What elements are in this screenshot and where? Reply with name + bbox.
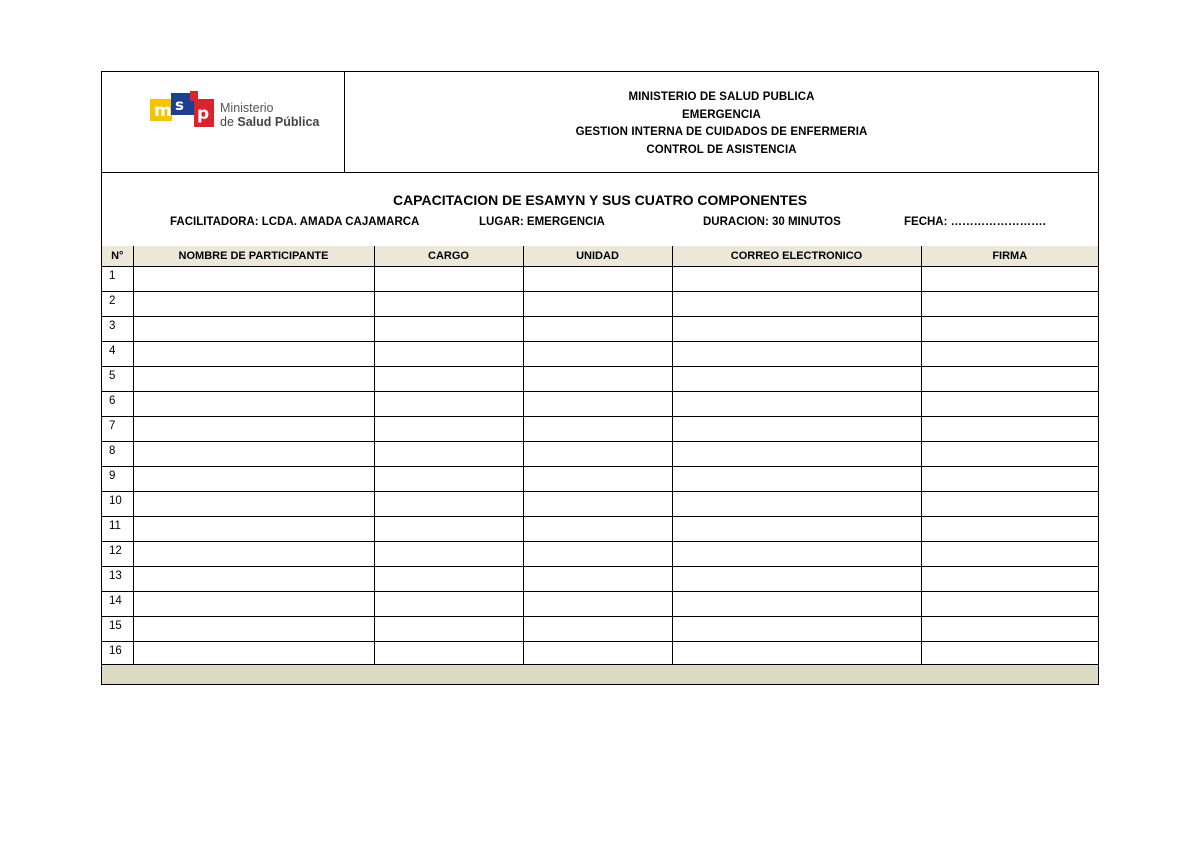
participant-name-cell[interactable]	[133, 416, 374, 441]
row-number: 7	[102, 416, 133, 441]
table-row	[102, 516, 1098, 541]
unidad-cell[interactable]	[523, 366, 672, 391]
cargo-cell[interactable]	[374, 566, 523, 591]
table-row	[102, 441, 1098, 466]
duration-field: DURACION: 30 MINUTOS	[703, 216, 841, 228]
table-body	[102, 266, 1098, 666]
row-number: 14	[102, 591, 133, 616]
table-row	[102, 416, 1098, 441]
email-cell[interactable]	[672, 316, 921, 341]
svg-text:p: p	[197, 104, 210, 124]
table-row	[102, 316, 1098, 341]
table-row	[102, 266, 1098, 291]
table-row	[102, 341, 1098, 366]
firma-cell[interactable]	[921, 266, 1098, 291]
logo-line-ministerio: Ministerio	[220, 101, 274, 115]
email-cell[interactable]	[672, 641, 921, 666]
unidad-cell[interactable]	[523, 416, 672, 441]
participant-name-cell[interactable]	[133, 366, 374, 391]
email-cell[interactable]	[672, 291, 921, 316]
firma-cell[interactable]	[921, 591, 1098, 616]
unidad-cell[interactable]	[523, 541, 672, 566]
email-cell[interactable]	[672, 341, 921, 366]
attendance-table	[102, 246, 1098, 667]
header-line-ministerio: MINISTERIO DE SALUD PUBLICA	[628, 91, 815, 103]
email-cell[interactable]	[672, 466, 921, 491]
firma-cell[interactable]	[921, 541, 1098, 566]
firma-cell[interactable]	[921, 391, 1098, 416]
table-row	[102, 391, 1098, 416]
participant-name-cell[interactable]	[133, 491, 374, 516]
cargo-cell[interactable]	[374, 341, 523, 366]
svg-text:m: m	[154, 101, 172, 121]
participant-name-cell[interactable]	[133, 291, 374, 316]
cargo-cell[interactable]	[374, 416, 523, 441]
cargo-cell[interactable]	[374, 366, 523, 391]
table-row	[102, 616, 1098, 641]
logo-line-salud-publica: Salud Pública	[237, 115, 320, 129]
cargo-cell[interactable]	[374, 491, 523, 516]
cargo-cell[interactable]	[374, 516, 523, 541]
firma-cell[interactable]	[921, 291, 1098, 316]
cargo-cell[interactable]	[374, 466, 523, 491]
training-title: CAPACITACION DE ESAMYN Y SUS CUATRO COMPONENTES	[392, 192, 808, 208]
firma-cell[interactable]	[921, 441, 1098, 466]
table-row	[102, 491, 1098, 516]
ministry-logo	[150, 89, 330, 139]
email-cell[interactable]	[672, 516, 921, 541]
facilitator-field: FACILITADORA: LCDA. AMADA CAJAMARCA	[170, 216, 420, 228]
svg-text:s: s	[175, 96, 184, 114]
date-field[interactable]: FECHA: …………………….	[904, 216, 1046, 228]
email-cell[interactable]	[672, 366, 921, 391]
table-row	[102, 541, 1098, 566]
table-row	[102, 566, 1098, 591]
logo-line-salud	[220, 115, 319, 129]
row-number: 15	[102, 616, 133, 641]
logo-text	[220, 101, 319, 129]
participant-name-cell[interactable]	[133, 516, 374, 541]
email-cell[interactable]	[672, 616, 921, 641]
row-number: 5	[102, 366, 133, 391]
firma-cell[interactable]	[921, 616, 1098, 641]
participant-name-cell[interactable]	[133, 541, 374, 566]
table-header-row	[102, 246, 1098, 266]
unidad-cell[interactable]	[523, 441, 672, 466]
row-number: 12	[102, 541, 133, 566]
cargo-cell[interactable]	[374, 591, 523, 616]
unidad-cell[interactable]	[523, 266, 672, 291]
participant-name-cell[interactable]	[133, 441, 374, 466]
col-header-cargo: CARGO	[374, 246, 523, 266]
participant-name-cell[interactable]	[133, 316, 374, 341]
logo-cell	[102, 72, 345, 172]
firma-cell[interactable]	[921, 366, 1098, 391]
col-header-name: NOMBRE DE PARTICIPANTE	[133, 246, 374, 266]
attendance-sheet	[101, 71, 1099, 685]
row-number: 10	[102, 491, 133, 516]
participant-name-cell[interactable]	[133, 641, 374, 666]
cargo-cell[interactable]	[374, 316, 523, 341]
unidad-cell[interactable]	[523, 566, 672, 591]
cargo-cell[interactable]	[374, 441, 523, 466]
participant-name-cell[interactable]	[133, 266, 374, 291]
table-row	[102, 466, 1098, 491]
firma-cell[interactable]	[921, 341, 1098, 366]
participant-name-cell[interactable]	[133, 591, 374, 616]
firma-cell[interactable]	[921, 566, 1098, 591]
row-number: 16	[102, 641, 133, 666]
unidad-cell[interactable]	[523, 616, 672, 641]
header-title-cell	[345, 72, 1098, 172]
unidad-cell[interactable]	[523, 341, 672, 366]
firma-cell[interactable]	[921, 516, 1098, 541]
unidad-cell[interactable]	[523, 516, 672, 541]
email-cell[interactable]	[672, 491, 921, 516]
email-cell[interactable]	[672, 441, 921, 466]
email-cell[interactable]	[672, 266, 921, 291]
col-header-email: CORREO ELECTRONICO	[672, 246, 921, 266]
row-number: 1	[102, 266, 133, 291]
row-number: 13	[102, 566, 133, 591]
email-cell[interactable]	[672, 591, 921, 616]
table-row	[102, 591, 1098, 616]
msp-logo-icon	[150, 89, 216, 131]
col-header-number: N°	[102, 246, 133, 266]
firma-cell[interactable]	[921, 416, 1098, 441]
firma-cell[interactable]	[921, 466, 1098, 491]
participant-name-cell[interactable]	[133, 616, 374, 641]
email-cell[interactable]	[672, 391, 921, 416]
row-number: 4	[102, 341, 133, 366]
cargo-cell[interactable]	[374, 541, 523, 566]
col-header-unidad: UNIDAD	[523, 246, 672, 266]
table-row	[102, 641, 1098, 666]
cargo-cell[interactable]	[374, 266, 523, 291]
logo-line-de: de	[220, 115, 234, 129]
row-number: 8	[102, 441, 133, 466]
row-number: 2	[102, 291, 133, 316]
participant-name-cell[interactable]	[133, 566, 374, 591]
row-number: 11	[102, 516, 133, 541]
unidad-cell[interactable]	[523, 291, 672, 316]
firma-cell[interactable]	[921, 491, 1098, 516]
unidad-cell[interactable]	[523, 466, 672, 491]
unidad-cell[interactable]	[523, 491, 672, 516]
cargo-cell[interactable]	[374, 641, 523, 666]
unidad-cell[interactable]	[523, 591, 672, 616]
cargo-cell[interactable]	[374, 391, 523, 416]
header-line-control: CONTROL DE ASISTENCIA	[646, 143, 797, 156]
participant-name-cell[interactable]	[133, 466, 374, 491]
unidad-cell[interactable]	[523, 391, 672, 416]
footer-band	[102, 664, 1098, 684]
email-cell[interactable]	[672, 566, 921, 591]
place-field: LUGAR: EMERGENCIA	[479, 216, 605, 228]
row-number: 9	[102, 466, 133, 491]
table-row	[102, 291, 1098, 316]
col-header-firma: FIRMA	[921, 246, 1098, 266]
unidad-cell[interactable]	[523, 316, 672, 341]
participant-name-cell[interactable]	[133, 391, 374, 416]
row-number: 3	[102, 316, 133, 341]
cargo-cell[interactable]	[374, 616, 523, 641]
firma-cell[interactable]	[921, 641, 1098, 666]
cargo-cell[interactable]	[374, 291, 523, 316]
firma-cell[interactable]	[921, 316, 1098, 341]
participant-name-cell[interactable]	[133, 341, 374, 366]
sheet-header	[102, 72, 1098, 173]
email-cell[interactable]	[672, 416, 921, 441]
header-line-gestion: GESTION INTERNA DE CUIDADOS DE ENFERMERIA	[575, 126, 868, 138]
header-line-emergencia: EMERGENCIA	[682, 108, 761, 121]
training-info	[102, 173, 1098, 246]
table-row	[102, 366, 1098, 391]
unidad-cell[interactable]	[523, 641, 672, 666]
row-number: 6	[102, 391, 133, 416]
email-cell[interactable]	[672, 541, 921, 566]
